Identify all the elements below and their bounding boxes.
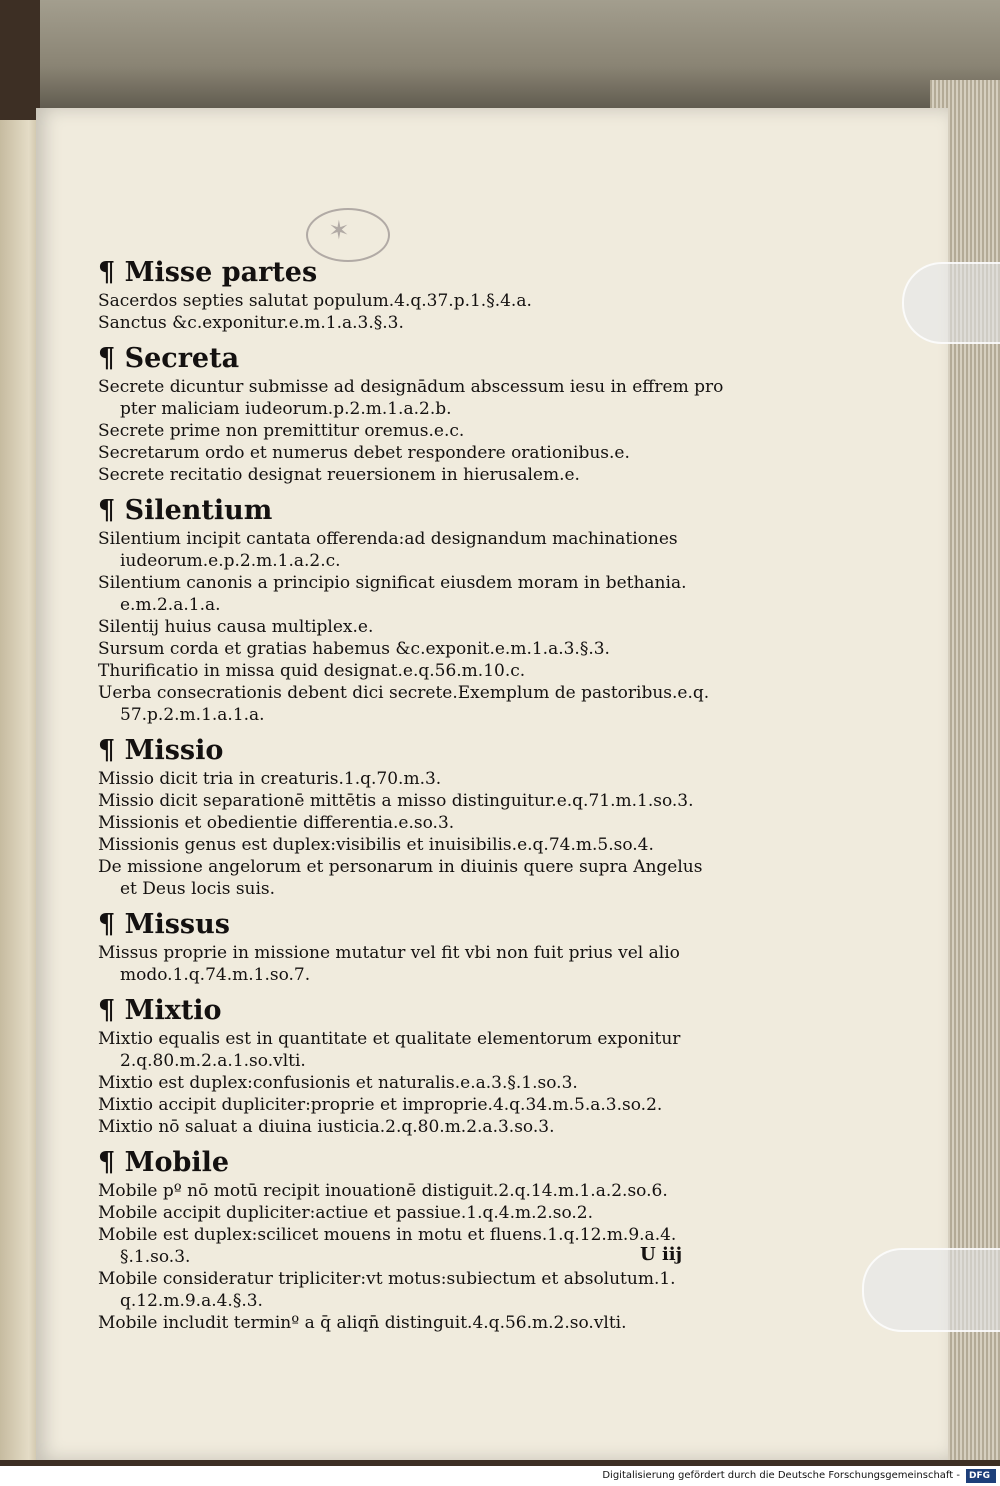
heading-text: Silentium <box>124 495 273 526</box>
entry-line: Mobile consideratur tripliciter:vt motus:subiectum et absolutum.1. <box>98 1269 676 1289</box>
entry-line: modo.1.q.74.m.1.so.7. <box>120 965 311 985</box>
credit-bar <box>0 1466 1000 1486</box>
section-heading: ¶ Misse partes <box>98 257 318 288</box>
section-missio <box>98 734 738 900</box>
section-heading: ¶ Silentium <box>98 495 273 526</box>
section-mixtio <box>98 994 738 1138</box>
entry-line: Missio dicit tria in creaturis.1.q.70.m.3. <box>98 769 442 789</box>
entry-line: Sanctus &c.exponitur.e.m.1.a.3.§.3. <box>98 313 404 333</box>
entry-line: Missionis et obedientie differentia.e.so.3. <box>98 813 455 833</box>
entry-line: Missionis genus est duplex:visibilis et inuisibilis.e.q.74.m.5.so.4. <box>98 835 654 855</box>
entry-line: iudeorum.e.p.2.m.1.a.2.c. <box>120 551 341 571</box>
signature-mark: U iij <box>640 1244 683 1265</box>
entry-line: Secretarum ordo et numerus debet respondere orationibus.e. <box>98 443 630 463</box>
section-mobile <box>98 1146 738 1334</box>
entry-line: pter maliciam iudeorum.p.2.m.1.a.2.b. <box>120 399 452 419</box>
entry-line: Mobile est duplex:scilicet mouens in motu et fluens.1.q.12.m.9.a.4. <box>98 1225 677 1245</box>
page-text <box>98 248 738 1334</box>
entry-line: Secrete dicuntur submisse ad designādum abscessum iesu in effrem pro <box>98 377 724 397</box>
entry-line: Sacerdos septies salutat populum.4.q.37.p.1.§.4.a. <box>98 291 532 311</box>
entry-line: Silentium incipit cantata offerenda:ad designandum machinationes <box>98 529 678 549</box>
entry-line: Uerba consecrationis debent dici secrete.Exemplum de pastoribus.e.q. <box>98 683 710 703</box>
section-heading: ¶ Missus <box>98 909 230 940</box>
entry-line: De missione angelorum et personarum in diuinis quere supra Angelus <box>98 857 703 877</box>
page-clip-top <box>902 262 1000 344</box>
heading-text: Missio <box>124 735 224 766</box>
entry-line: Sursum corda et gratias habemus &c.exponit.e.m.1.a.3.§.3. <box>98 639 610 659</box>
section-secreta <box>98 342 738 486</box>
heading-text: Missus <box>124 909 230 940</box>
entry-line: Mixtio est duplex:confusionis et naturalis.e.a.3.§.1.so.3. <box>98 1073 578 1093</box>
entry-line: et Deus locis suis. <box>120 879 276 899</box>
dfg-logo: DFG <box>966 1469 996 1483</box>
entry-line: Mixtio accipit dupliciter:proprie et improprie.4.q.34.m.5.a.3.so.2. <box>98 1095 663 1115</box>
heading-text: Misse partes <box>124 257 318 288</box>
section-missus <box>98 908 738 986</box>
section-silentium <box>98 494 738 726</box>
section-heading: ¶ Mobile <box>98 1147 230 1178</box>
entry-line: Mobile pº nō motū recipit inouationē distiguit.2.q.14.m.1.a.2.so.6. <box>98 1181 668 1201</box>
entry-line: Silentium canonis a principio significat eiusdem moram in bethania. <box>98 573 687 593</box>
section-heading: ¶ Missio <box>98 735 224 766</box>
entry-line: Thurificatio in missa quid designat.e.q.56.m.10.c. <box>98 661 526 681</box>
entry-line: Mixtio nō saluat a diuina iusticia.2.q.80.m.2.a.3.so.3. <box>98 1117 555 1137</box>
entry-line: Mobile accipit dupliciter:actiue et passiue.1.q.4.m.2.so.2. <box>98 1203 594 1223</box>
section-heading: ¶ Secreta <box>98 343 240 374</box>
book-top-edge <box>40 0 1000 110</box>
entry-line: e.m.2.a.1.a. <box>120 595 221 615</box>
page-clip-bottom <box>862 1248 1000 1332</box>
entry-line: q.12.m.9.a.4.§.3. <box>120 1291 263 1311</box>
star-icon: ✶ <box>328 216 350 246</box>
heading-text: Mixtio <box>124 995 222 1026</box>
heading-text: Secreta <box>124 343 240 374</box>
entry-line: 57.p.2.m.1.a.1.a. <box>120 705 265 725</box>
entry-line: Missus proprie in missione mutatur vel fit vbi non fuit prius vel alio <box>98 943 680 963</box>
entry-line: §.1.so.3. <box>120 1247 191 1267</box>
entry-line: 2.q.80.m.2.a.1.so.vlti. <box>120 1051 306 1071</box>
entry-line: Secrete recitatio designat reuersionem in hierusalem.e. <box>98 465 580 485</box>
entry-line: Missio dicit separationē mittētis a misso distinguitur.e.q.71.m.1.so.3. <box>98 791 694 811</box>
entry-line: Mobile includit terminº a q̄ aliqn̄ distinguit.4.q.56.m.2.so.vlti. <box>98 1313 627 1333</box>
credit-text: Digitalisierung gefördert durch die Deutsche Forschungsgemeinschaft - <box>602 1470 960 1481</box>
heading-text: Mobile <box>124 1147 230 1178</box>
entry-line: Silentij huius causa multiplex.e. <box>98 617 374 637</box>
entry-line: Secrete prime non premittitur oremus.e.c. <box>98 421 465 441</box>
entry-line: Mixtio equalis est in quantitate et qualitate elementorum exponitur <box>98 1029 681 1049</box>
section-heading: ¶ Mixtio <box>98 995 222 1026</box>
section-misse-partes <box>98 256 738 334</box>
